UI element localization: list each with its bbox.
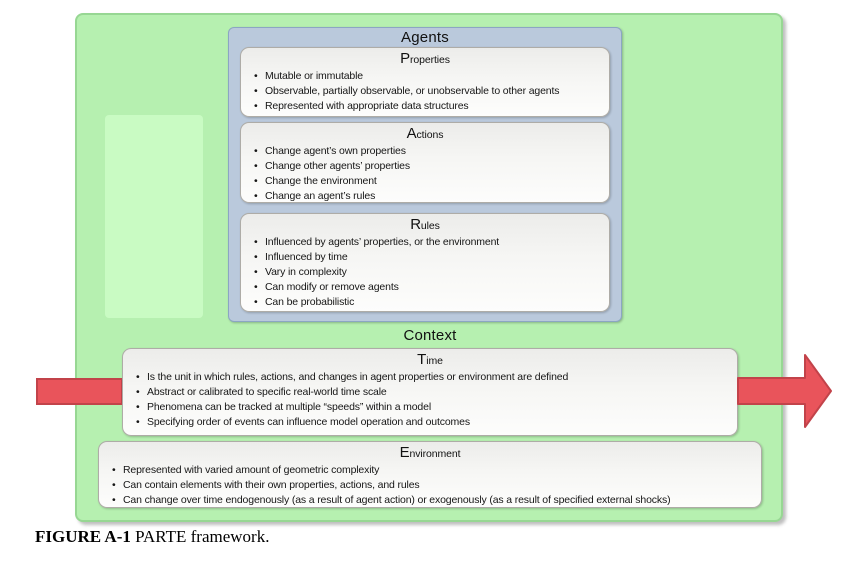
properties-bullet-list — [241, 69, 609, 114]
rules-card — [240, 213, 610, 312]
title-rest: roperties — [409, 54, 450, 66]
actions-card — [240, 122, 610, 203]
figure-caption — [35, 527, 269, 547]
bullet-item: • Can modify or remove agents — [253, 280, 603, 295]
title-rest: ctions — [416, 129, 444, 141]
bullet-item: • Change an agent’s rules — [253, 189, 603, 203]
time-bullet-list — [123, 370, 737, 430]
agents-group-title: Agents — [401, 29, 449, 46]
actions-card-title — [241, 123, 609, 143]
time-card-title — [123, 349, 737, 369]
bullet-item: • Change agent’s own properties — [253, 144, 603, 159]
title-initial: E — [399, 444, 410, 461]
bullet-item: • Represented with varied amount of geometric complexity — [111, 463, 755, 478]
bullet-item: • Can contain elements with their own properties, actions, and rules — [111, 478, 755, 493]
title-initial: T — [417, 351, 427, 368]
bullet-item: • Change other agents’ properties — [253, 159, 603, 174]
bullet-item: • Influenced by agents’ properties, or the environment — [253, 235, 603, 250]
actions-bullet-list — [241, 144, 609, 203]
bullet-item: • Can be probabilistic — [253, 295, 603, 310]
rules-card-title — [241, 214, 609, 234]
title-rest: ime — [426, 355, 443, 367]
bullet-item: • Influenced by time — [253, 250, 603, 265]
bullet-item: • Observable, partially observable, or unobservable to other agents — [253, 84, 603, 99]
title-rest: ules — [420, 220, 440, 232]
rules-bullet-list — [241, 235, 609, 310]
context-group-title: Context — [403, 327, 457, 344]
figure-caption-text: PARTE framework. — [130, 527, 270, 546]
bullet-item: • Represented with appropriate data structures — [253, 99, 603, 114]
bullet-item: • Mutable or immutable — [253, 69, 603, 84]
bullet-item: • Abstract or calibrated to specific real-world time scale — [135, 385, 731, 400]
bullet-item: • Vary in complexity — [253, 265, 603, 280]
properties-card-title — [241, 48, 609, 68]
bullet-item: • Specifying order of events can influence model operation and outcomes — [135, 415, 731, 430]
bullet-item: • Is the unit in which rules, actions, and changes in agent properties or environment are defined — [135, 370, 731, 385]
flow-arrow-tail-left — [36, 378, 123, 405]
environment-card — [98, 441, 762, 508]
bullet-item: • Can change over time endogenously (as a result of agent action) or exogenously (as a result of specified external shocks) — [111, 493, 755, 508]
decorative-green-panel — [105, 115, 203, 318]
title-rest: nvironment — [409, 448, 461, 460]
figure-caption-label: FIGURE A-1 — [35, 527, 131, 546]
title-initial: P — [400, 50, 410, 67]
flow-arrow-head-right-icon — [737, 352, 835, 430]
environment-bullet-list — [99, 463, 761, 508]
bullet-item: • Change the environment — [253, 174, 603, 189]
title-initial: R — [410, 216, 421, 233]
properties-card — [240, 47, 610, 117]
time-card — [122, 348, 738, 436]
environment-card-title — [99, 442, 761, 462]
bullet-item: • Phenomena can be tracked at multiple “speeds” within a model — [135, 400, 731, 415]
title-initial: A — [406, 125, 417, 142]
